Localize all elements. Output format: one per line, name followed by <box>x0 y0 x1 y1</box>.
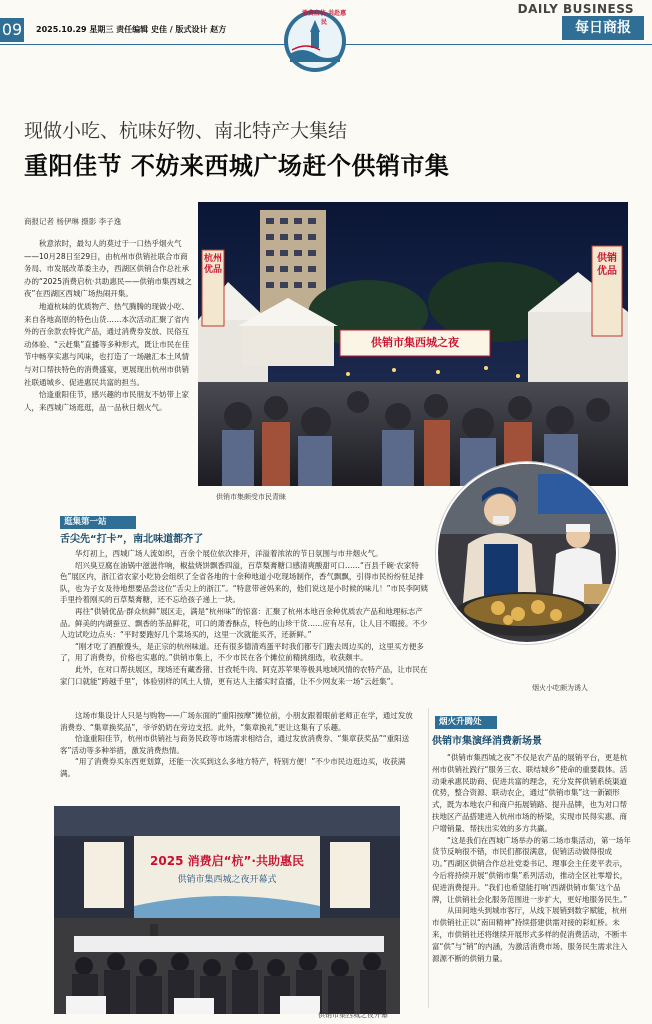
section1-heading: 舌尖先“打卡”，南北味道都齐了 <box>60 534 204 545</box>
intro-paragraph: 秋意浓时，最勾人的莫过于一口热乎烟火气——10月28日至29日，由杭州市供销社联合市商务局、市发展改革委主办，西湖区供销合作总社承办的“2025消费启杭·共助惠民——供销市集西城之夜”在西湖区西城广场热闹开集。 <box>24 239 192 299</box>
sign-right: 供销优品 <box>597 253 617 277</box>
section1-paragraph: 此外，在对口帮扶展区，现场还有藏香猪、甘孜牦牛肉、阿克苏苹果等极具地域风情的农特产品，让市民在家门口就能“跨越千里”，体验别样的风土人情，更有达人主播实时直播，让不少网友来一场“云赶集”。 <box>60 664 428 686</box>
section2-text <box>432 752 632 964</box>
photo1-caption: 供销市集颇受市民青睐 <box>216 493 286 501</box>
market-photo <box>198 202 628 486</box>
market-banner: 供销市集西城之夜 <box>371 336 459 349</box>
logo-text: 消费启杭·共赴惠民 <box>301 10 347 26</box>
section1-paragraph: 绍兴臭豆腐在油锅中滋滋作响，椒盐烧饼飘香四溢，百草梨膏糖口感清爽酸甜可口……“百县千碗·农家特色”展区内，浙江省农家小吃协会组织了全省各地的十余种地道小吃现场制作，香气飘飘，引得市民纷纷驻足排队，也为子女及待地想要品尝这位“舌尖上的浙江”。“特意带爸妈来的，他们说这是小时候的味儿！”市民李阿姨手里拎着刚买的百草梨膏糖，还不忘给孩子递上一块。 <box>60 560 429 605</box>
screen-subtitle: 供销市集西城之夜开幕式 <box>177 875 277 885</box>
article-subtitle: 现做小吃、杭味好物、南北特产大集结 <box>24 120 348 142</box>
intro-paragraph: 恰逢重阳佳节，感兴趣的市民朋友不妨带上家人，来西城广场逛逛，品一品秋日烟火气。 <box>24 390 189 412</box>
section1-paragraph: “刚才吃了酒酿馒头，是正宗的杭州味道。还有很多德清鸡蛋平时我们都专门跑去周边买的，这里买方便多了，用了消费券，价格也实惠的。”供销市集上，不少市民在各个摊位前精挑细选，收获颇丰。 <box>60 641 424 663</box>
section1-paragraph: 华灯初上，西城广场人流如织，百余个展位依次排开，洋溢着浓浓的节日氛围与市井烟火气。 <box>75 549 383 558</box>
section2-paragraph: “供销市集西城之夜”不仅是农产品的展销平台，更是杭州市供销社践行“服务三农、联结城乡”使命的重要载体。活动秉承惠民助商、促进共富的理念，充分发挥供销系统渠道优势，整合资源、联动农企，通过“供销市集”这一新颖形式，既为本地农户和商户拓展销路、提升品牌，也为对口帮扶地区产品搭建进入杭州市场的桥梁，实现市民得实惠、商户增销量、帮扶出实效的多方共赢。 <box>432 753 628 833</box>
section1-paragraph: 恰逢重阳佳节，杭州市供销社与商务民政等市场需求相结合，通过发放消费券、“集章获奖品”“重阳送客”活动等多种举措，激发消费热情。 <box>60 734 410 755</box>
section1-paragraph: “用了消费券买东西更划算，还能一次买到这么多地方特产，特别方便！”不少市民边逛边买，收获满满。 <box>60 757 406 778</box>
dateline: 2025.10.29 星期三 责任编辑 史佳 / 版式设计 赵方 <box>36 25 227 34</box>
sign-left: 杭州优品 <box>204 254 223 275</box>
page-number: 09 <box>0 18 24 42</box>
section1-tag: 逛集第一站 <box>60 516 136 529</box>
section1-text <box>60 548 430 687</box>
screen-title: 2025 消费启“杭”·共助惠民 <box>150 854 304 868</box>
vendor-photo <box>436 462 618 644</box>
intro-text <box>24 238 192 414</box>
section1-paragraph: 再往“供销优品·群众杭鲜”展区走，满是“杭州味”的惊喜：汇聚了杭州本地百余种优质农产品和地理标志产品。鲜美的内湖蚕豆、飘香的茶品鲜花，可口的萧香酥点，特色的山珍干货……应有尽有，让人目不暇接。不少人边试吃边点头：“平时要跑好几个菜场买的，这里一次就能买齐，还新鲜。” <box>60 606 428 640</box>
circle-caption: 烟火小吃颇为诱人 <box>532 684 588 692</box>
column-divider <box>428 708 429 1008</box>
section1-paragraph: 这场市集设计人只是与购物——广场东面的“重阳按摩”摊位前，小朋友跟着眼前老师正在学，通过发放消费券、“集章换奖品”，爷爷奶奶在旁边支招。此外，“集章换礼”更让这集有了乐趣。 <box>60 711 413 732</box>
section2-heading: 供销市集演绎消费新场景 <box>432 736 542 747</box>
section2-paragraph: “这是我们在西城广场举办的第二场市集活动，第一场年货节反响很不错，市民们都很满意，促销活动做得很成功。”西湖区供销合作总社党委书记、理事会主任麦平表示，今后将持续开展“供销市集”系列活动，推动全区社零增长，促进消费提升。“我们也希望能打响‘西湖供销市集’这个品牌，让供销社会化服务范围进一步扩大，更好地服务民生。” <box>432 835 631 904</box>
ceremony-photo <box>54 806 400 1014</box>
photo2-caption: 供销市集西城之夜开幕 <box>318 1011 388 1019</box>
intro-paragraph: 地道杭味的优质物产、热气腾腾的现做小吃、来自各地高原的特色山货……本次活动汇聚了省内外的百余款农特优产品，通过消费券发放、民俗互动体验、“云赶集”直播等多种形式，既让市民在佳节中畅享实惠与风味，也打造了一场融汇本土风情与对口帮扶特色的消费盛宴，更展现出杭州市供销社联通城乡、促进惠民共富的担当。 <box>24 301 190 387</box>
section1-text-continued <box>60 710 420 780</box>
section2-tag: 烟火升腾处 <box>435 716 497 729</box>
article-title: 重阳佳节 不妨来西城广场赶个供销市集 <box>24 152 450 180</box>
section2-paragraph: 从田间地头到城市客厅，从线下展销到数字赋能，杭州市供销社正以“南田精神”持续搭建供需对接的彩虹桥。未来，市供销社还将继续开展形式多样的促消费活动，不断丰富“供”与“销”的内涵，为激活消费市场、服务民生需求注入源源不断的供销力量。 <box>432 906 628 963</box>
brand-english: DAILY BUSINESS <box>517 2 634 16</box>
brand-chinese: 每日商报 <box>562 16 644 40</box>
byline: 商报记者 杨伊琳 摄影 李子逸 <box>24 217 122 226</box>
